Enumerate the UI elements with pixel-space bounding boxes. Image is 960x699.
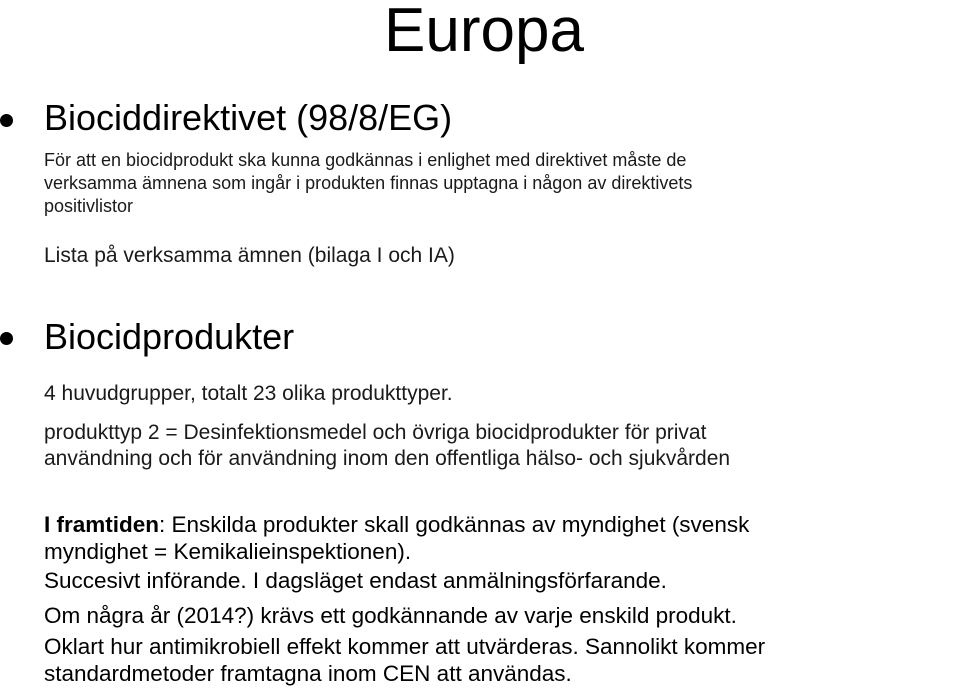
- paragraph-line: användning och för användning inom den offentliga hälso- och sjukvården: [44, 447, 731, 470]
- heading-biociddirektivet: Biociddirektivet (98/8/EG): [44, 97, 453, 138]
- heading-biocidprodukter: Biocidprodukter: [44, 316, 295, 357]
- slide-title: Europa: [384, 0, 584, 65]
- paragraph-line: Oklart hur antimikrobiell effekt kommer att utvärderas. Sannolikt kommer: [44, 634, 766, 659]
- paragraph-line: verksamma ämnena som ingår i produkten finnas upptagna i någon av direktivets: [44, 173, 693, 193]
- bullet-icon: [0, 114, 13, 127]
- product-type-2-paragraph: [44, 420, 730, 472]
- bullet-icon: [0, 332, 13, 345]
- paragraph-line: positivlistor: [44, 196, 134, 216]
- paragraph-line: Om några år (2014?) krävs ett godkännande av varje enskild produkt.: [44, 602, 737, 628]
- list-of-active-substances: Lista på verksamma ämnen (bilaga I och IA): [44, 244, 455, 267]
- directive-paragraph: [44, 149, 692, 218]
- future-label: I framtiden: [44, 512, 160, 537]
- paragraph-line: produkttyp 2 = Desinfektionsmedel och övriga biocidprodukter för privat: [44, 421, 707, 444]
- future-first-line-rest: : Enskilda produkter skall godkännas av myndighet (svensk: [159, 512, 750, 537]
- future-paragraph: [44, 512, 765, 687]
- paragraph-line: myndighet = Kemikalieinspektionen).: [44, 538, 412, 564]
- product-groups-line: 4 huvudgrupper, totalt 23 olika produkttyper.: [44, 382, 453, 405]
- paragraph-line: standardmetoder framtagna inom CEN att användas.: [44, 660, 572, 686]
- paragraph-line: Succesivt införande. I dagsläget endast anmälningsförfarande.: [44, 568, 667, 593]
- future-first-line: [44, 512, 765, 539]
- paragraph-line: För att en biocidprodukt ska kunna godkännas i enlighet med direktivet måste de: [44, 150, 687, 170]
